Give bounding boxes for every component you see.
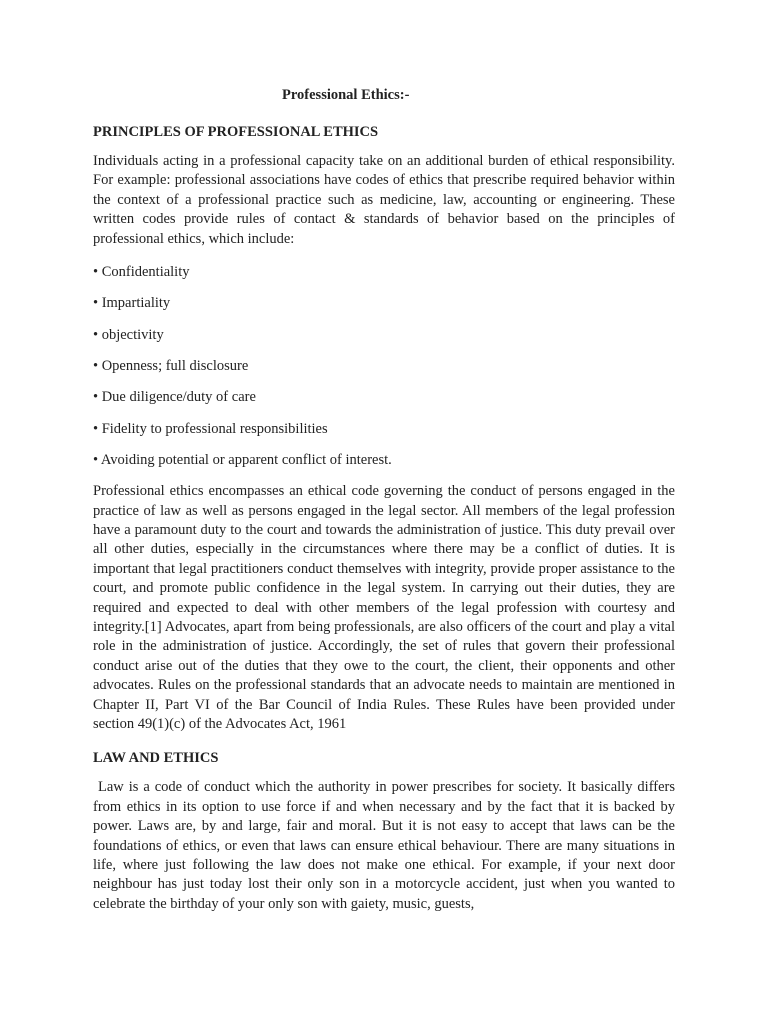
law-and-ethics-paragraph: Law is a code of conduct which the authority in power prescribes for society. It basically differs from ethics in its option to use force if and when necessary and by the fact that it is backed by power. Laws are, by and large, fair and moral. But it is not easy to accept that laws can be the foundations of ethics, or even that laws can ensure ethical behaviour. There are many situations in life, where just following the law does not make one ethical. For example, if your next door neighbour has just today lost their only son in a motorcycle accident, just when you wanted to celebrate the birthday of your only son with gaiety, music, guests, [93,779,679,912]
document-title: Professional Ethics:- [282,87,410,103]
list-item: • Openness; full disclosure [93,357,249,374]
list-item: • Fidelity to professional responsibilities [93,420,328,437]
list-item: • Due diligence/duty of care [93,389,256,406]
list-item: • Confidentiality [93,264,190,281]
professional-ethics-paragraph: Professional ethics encompasses an ethical code governing the conduct of persons engaged in the practice of law as well as persons engaged in the legal sector. All members of the legal profession have a paramount duty to the court and towards the administration of justice. This duty prevail over all other duties, especially in the circumstances where there may be a conflict of duties. It is important that legal practitioners conduct themselves with integrity, provide proper assistance to the court, and promote public confidence in the legal system. In carrying out their duties, they are required and expected to deal with other members of the legal profession with courtesy and integrity.[1] Advocates, apart from being professionals, are also officers of the court and play a vital role in the administration of justice. Accordingly, the set of rules that govern their professional conduct arise out of the duties that they owe to the court, the client, their opponents and other advocates. Rules on the professional standards that an advocate needs to maintain are mentioned in Chapter II, Part VI of the Bar Council of India Rules. These Rules have been provided under section 49(1)(c) of the Advocates Act, 1961 [93,483,675,732]
section-heading-law-and-ethics: LAW AND ETHICS [93,750,219,767]
document-page [93,85,679,914]
list-item: • objectivity [93,326,164,343]
intro-paragraph: Individuals acting in a professional capacity take on an additional burden of ethical responsibility. For example: professional associations have codes of ethics that prescribe required behavior within the context of a professional practice such as medicine, law, accounting or engineering. These written codes provide rules of contact & standards of behavior based on the principles of professional ethics, which include: [93,153,675,247]
list-item: • Impartiality [93,295,171,312]
principles-list [93,263,675,470]
list-item: • Avoiding potential or apparent conflict of interest. [93,451,392,468]
section-heading-principles: PRINCIPLES OF PROFESSIONAL ETHICS [93,124,379,140]
